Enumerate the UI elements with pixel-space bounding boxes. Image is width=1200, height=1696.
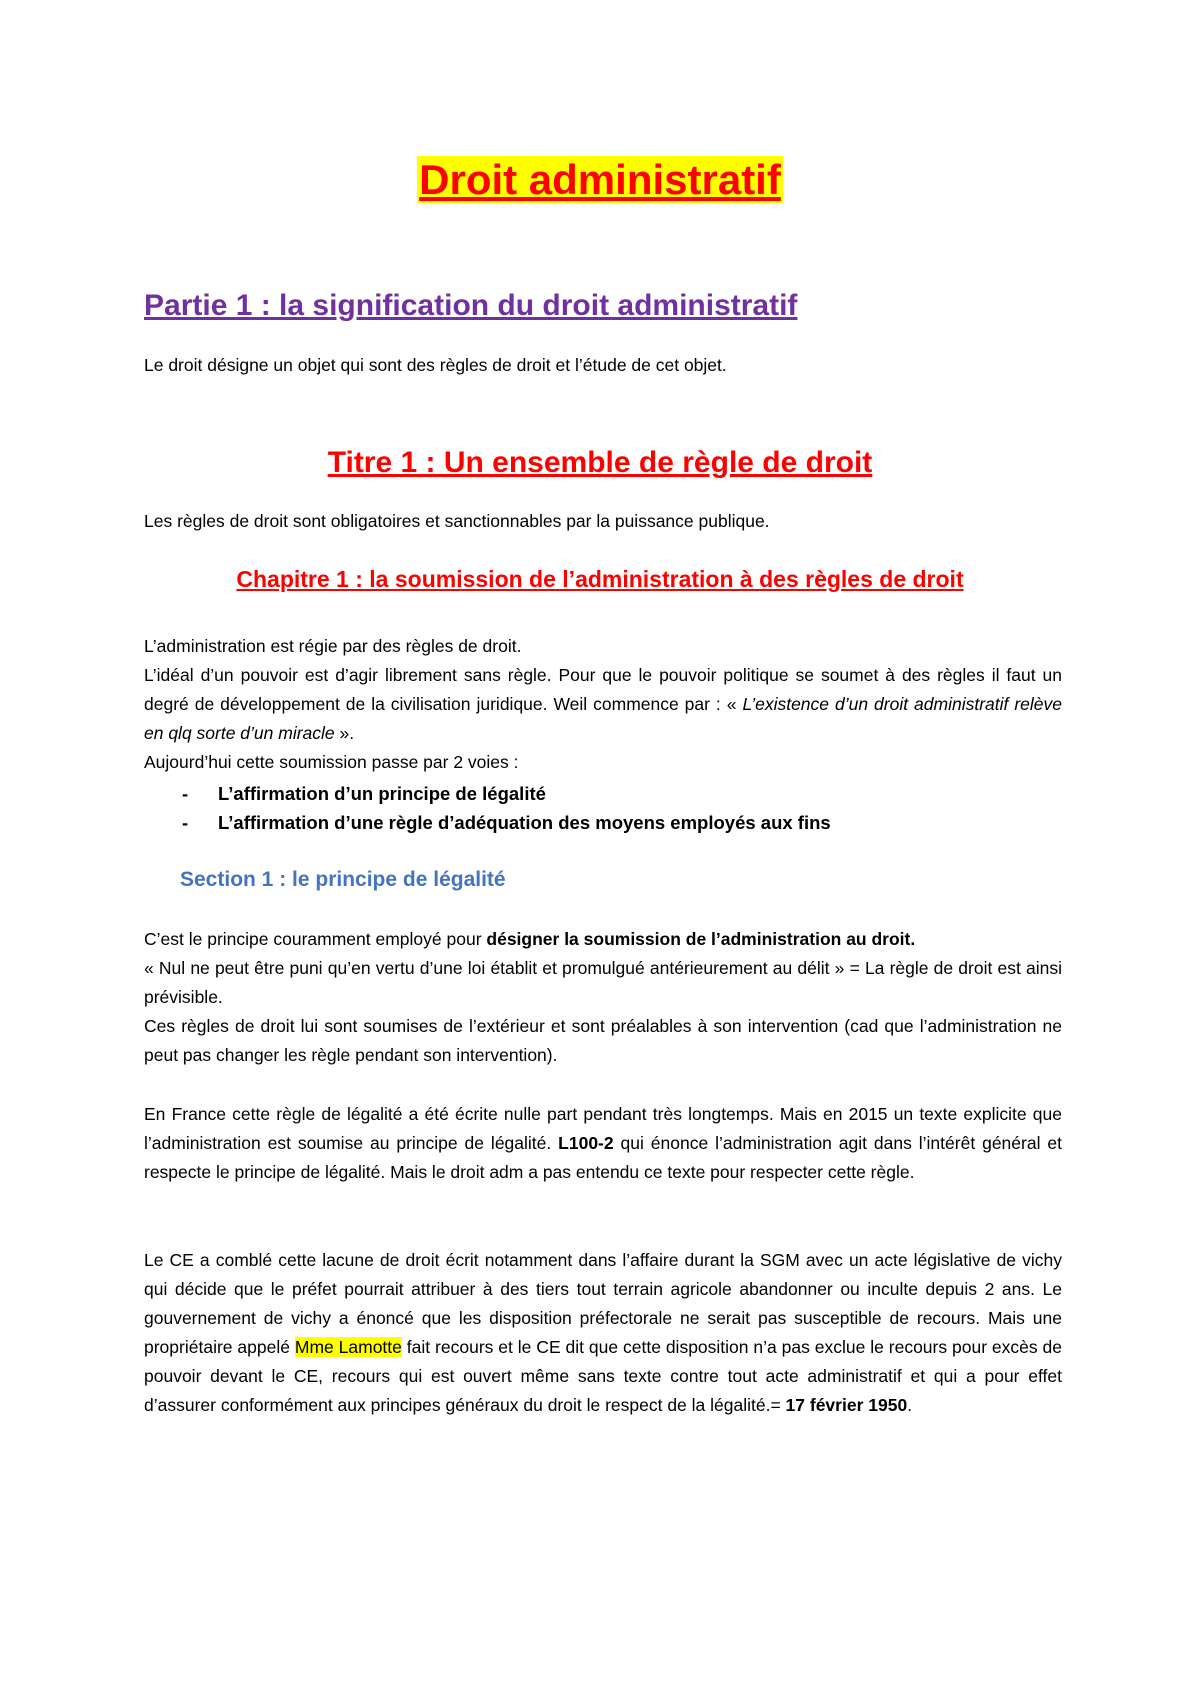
dash-marker: - bbox=[182, 783, 189, 804]
titre-heading: Titre 1 : Un ensemble de règle de droit bbox=[327, 446, 873, 479]
chapitre-line-1: L’administration est régie par des règles de droit. bbox=[144, 636, 522, 656]
ce-text-middle: fait recours et le CE dit que cette disposition n’a pas exclue le recours pour excès de pouvoir devant le CE, recours qui est ouvert même sans texte contre tout acte administratif et qui a pour effet d’assurer conformément aux principes généraux du droit le respect de la légalité.= bbox=[144, 1337, 1063, 1415]
section-quote-paragraph: « Nul ne peut être puni qu’en vertu d’une loi établit et promulgué antérieurement au délit » = La règle de droit est ainsi prévisible. bbox=[144, 958, 1062, 1007]
section-paragraph-1 bbox=[144, 925, 1062, 1070]
partie-heading: Partie 1 : la signification du droit administratif bbox=[144, 289, 798, 322]
france-text-end: qui énonce l’administration agit dans l’intérêt général et respecte le principe de légalité. Mais le droit adm a pas entendu ce texte pour respecter cette règle. bbox=[144, 1133, 1062, 1182]
france-text-start: En France cette règle de légalité a été écrite nulle part pendant très longtemps. Mais en 2015 un texte explicite que l’administration est soumise au principe de légalité. bbox=[144, 1104, 1062, 1153]
section-rules-paragraph: Ces règles de droit lui sont soumises de l’extérieur et sont préalables à son intervention (cad que l’administration ne peut pas changer les règle pendant son intervention). bbox=[144, 1016, 1062, 1065]
document-title bbox=[0, 150, 1200, 210]
document-title-text: Droit administratif bbox=[419, 156, 781, 203]
section-paragraph-ce bbox=[144, 1246, 1062, 1420]
list-item-text: L’affirmation d’un principe de légalité bbox=[218, 783, 546, 804]
titre-intro: Les règles de droit sont obligatoires et sanctionnables par la puissance publique. bbox=[144, 511, 770, 531]
highlighted-name: Mme Lamotte bbox=[294, 1337, 402, 1357]
chapitre-line-2 bbox=[144, 661, 1062, 748]
ce-text-start: Le CE a comblé cette lacune de droit écrit notamment dans l’affaire durant la SGM avec un acte législative de vichy qui décide que le préfet pourrait attribuer à des tiers tout terrain agricole abandonner ou inculte depuis 2 ans. Le gouvernement de vichy a énoncé que les disposition préfectorale ne serait pas susceptible de recours. Mais une propriétaire appelé bbox=[144, 1250, 1062, 1357]
list-item bbox=[144, 808, 1062, 837]
article-reference: L100-2 bbox=[558, 1133, 614, 1153]
voies-list bbox=[144, 779, 1062, 837]
chapitre-paragraph bbox=[144, 632, 1062, 777]
section-line-1 bbox=[144, 925, 1062, 954]
list-item-text: L’affirmation d’une règle d’adéquation des moyens employés aux fins bbox=[218, 812, 831, 833]
list-item bbox=[144, 779, 1062, 808]
partie-intro: Le droit désigne un objet qui sont des règles de droit et l’étude de cet objet. bbox=[144, 355, 727, 375]
dash-marker: - bbox=[182, 812, 189, 833]
chapitre-heading: Chapitre 1 : la soumission de l’administration à des règles de droit bbox=[236, 566, 964, 592]
section-line-1-bold: désigner la soumission de l’administration au droit. bbox=[486, 929, 916, 949]
weil-quote: L’existence d’un droit administratif relève en qlq sorte d’un miracle bbox=[144, 694, 1062, 743]
chapitre-line-2-start: L’idéal d’un pouvoir est d’agir librement sans règle. Pour que le pouvoir politique se soumet à des règles il faut un degré de développement de la civilisation juridique. Weil commence par : « bbox=[144, 665, 1062, 714]
section-paragraph-france bbox=[144, 1100, 1062, 1187]
decision-date: 17 février 1950 bbox=[785, 1395, 908, 1415]
chapitre-line-3: Aujourd’hui cette soumission passe par 2 voies : bbox=[144, 752, 519, 772]
section-line-1-start: C’est le principe couramment employé pour bbox=[144, 929, 487, 949]
ce-text-end: . bbox=[907, 1395, 913, 1415]
chapitre-line-2-end: ». bbox=[334, 723, 355, 743]
section-heading: Section 1 : le principe de légalité bbox=[180, 868, 506, 891]
